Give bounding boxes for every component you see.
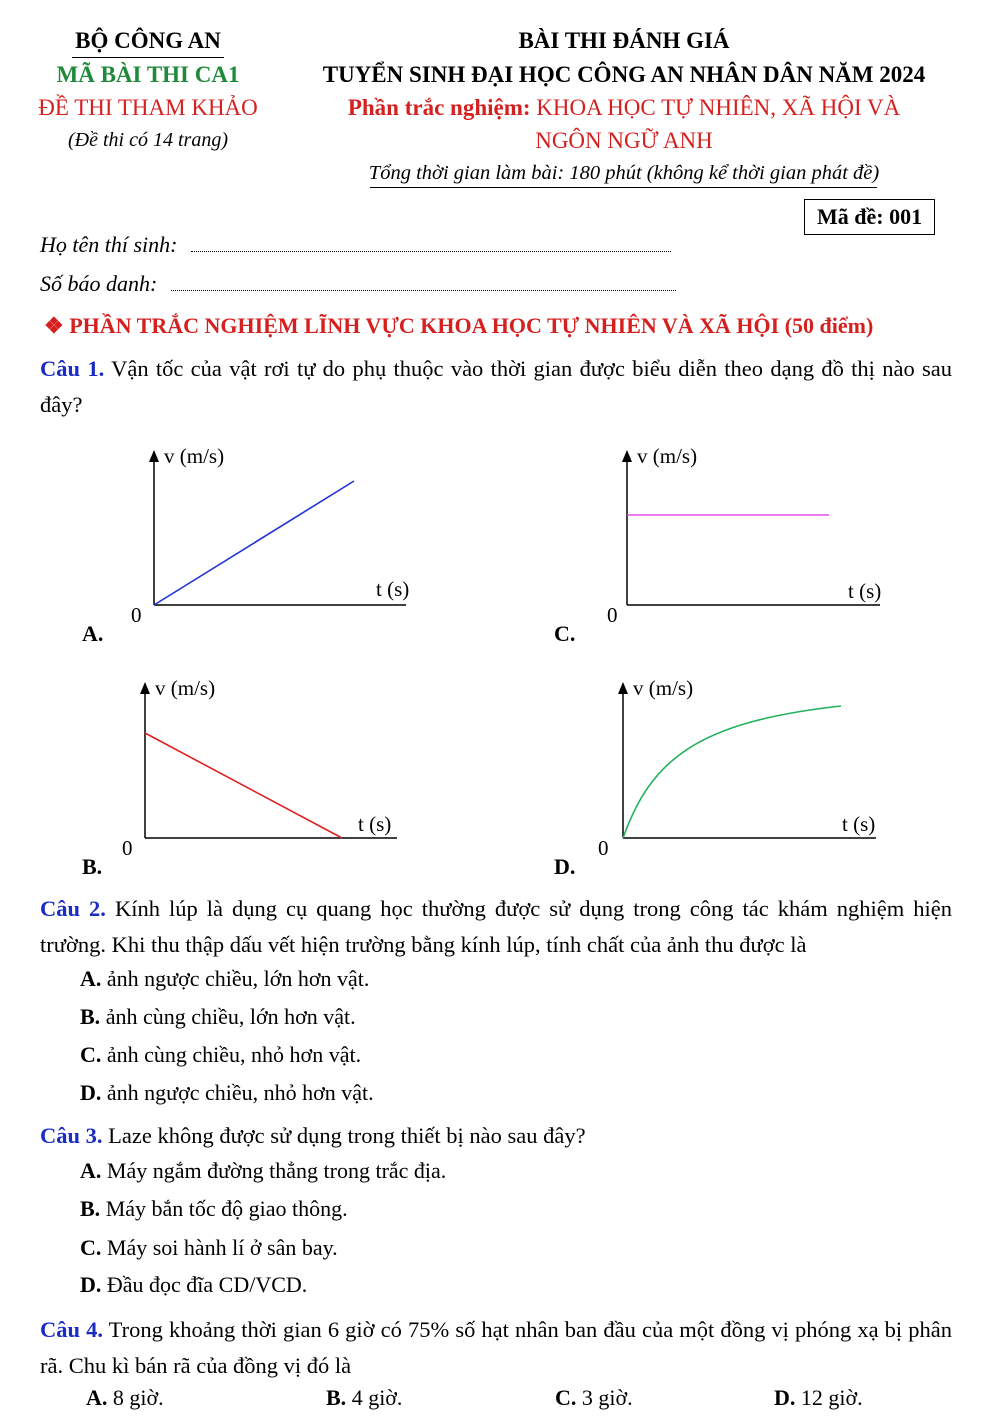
graph-b-y-arrow-icon [140,682,150,694]
question-3-text: Laze không được sử dụng trong thiết bị nào sau đây? [108,1123,586,1148]
q3-option-d-letter: D. [80,1272,102,1297]
question-3 [40,1118,952,1154]
q3-option-c-letter: C. [80,1235,102,1260]
graph-d-y-arrow-icon [618,682,628,694]
graph-option-b[interactable] [70,670,450,880]
q4-option-d-text: 12 giờ. [800,1385,863,1410]
q4-option-b-letter: B. [326,1385,347,1410]
ministry-name: BỘ CÔNG AN [75,28,221,53]
candidate-name-field[interactable] [191,237,671,252]
graph-d-origin: 0 [598,836,609,860]
graph-c-xlabel: t (s) [848,579,882,603]
question-1-text: Vận tốc của vật rơi tự do phụ thuộc vào thời gian được biểu diễn theo dạng đồ thị nào sau đây? [40,356,953,417]
candidate-name-label: Họ tên thí sinh: [40,232,178,257]
q3-option-d-text: Đầu đọc đĩa CD/VCD. [106,1272,308,1297]
q4-option-d[interactable] [774,1385,863,1411]
graph-b-xlabel: t (s) [358,812,392,836]
graph-c-option-label: C. [554,621,576,646]
q3-option-a-text: Máy ngắm đường thẳng trong trắc địa. [106,1158,447,1183]
time-note: Tổng thời gian làm bài: 180 phút (không kể thời gian phát đề) [368,162,880,184]
q2-option-c-text: ảnh cùng chiều, nhỏ hơn vật. [106,1042,362,1067]
q2-option-c-letter: C. [80,1042,102,1067]
graph-c-ylabel: v (m/s) [637,444,698,468]
graph-a-xlabel: t (s) [376,577,410,601]
diamond-bullet-icon: ❖ [44,313,64,338]
q3-option-b[interactable] [80,1196,348,1222]
q3-option-c[interactable] [80,1235,338,1261]
question-2-text: Kính lúp là dụng cụ quang học thường được sử dụng trong công tác khám nghiệm hiện trường. Khi thu thập dấu vết hiện trường bằng kính lúp, tính chất của ảnh thu được là [40,896,953,957]
graph-c-origin: 0 [607,603,618,627]
graph-b-ylabel: v (m/s) [155,676,216,700]
pages-note: (Đề thi có 14 trang) [68,129,228,151]
graph-a-option-label: A. [82,621,104,646]
q2-option-b[interactable] [80,1004,356,1030]
graph-option-c[interactable] [546,440,926,650]
question-3-label: Câu 3. [40,1123,103,1148]
question-1-label: Câu 1. [40,356,105,381]
question-1 [40,351,952,423]
q4-option-a[interactable] [86,1385,164,1411]
graph-d-option-label: D. [554,854,576,879]
candidate-id-field[interactable] [171,276,676,291]
graph-b-option-label: B. [82,854,103,879]
section-title [44,313,873,339]
graph-option-d[interactable] [546,670,926,880]
graph-b-curve [145,733,342,838]
candidate-id-row [40,271,676,297]
exam-code: MÃ BÀI THI CA1 [56,62,240,87]
graph-a-origin: 0 [131,603,142,627]
part-line1: KHOA HỌC TỰ NHIÊN, XÃ HỘI VÀ [536,95,901,120]
graph-d-xlabel: t (s) [842,812,876,836]
q2-option-d-text: ảnh ngược chiều, nhỏ hơn vật. [106,1080,374,1105]
q4-option-c-letter: C. [555,1385,577,1410]
q4-option-b[interactable] [326,1385,402,1411]
question-2 [40,891,952,963]
q2-option-d-letter: D. [80,1080,102,1105]
q3-option-c-text: Máy soi hành lí ở sân bay. [106,1235,338,1260]
q3-option-b-text: Máy bắn tốc độ giao thông. [105,1196,348,1221]
graph-b-origin: 0 [122,836,133,860]
graph-a-y-arrow-icon [149,450,159,462]
q3-option-b-letter: B. [80,1196,101,1221]
part-line2: NGÔN NGỮ ANH [535,128,713,153]
candidate-id-label: Số báo danh: [40,271,158,296]
graph-d-ylabel: v (m/s) [633,676,694,700]
question-4 [40,1312,952,1384]
candidate-name-row [40,232,671,258]
question-4-text: Trong khoảng thời gian 6 giờ có 75% số hạt nhân ban đầu của một đồng vị phóng xạ bị phân rã. Chu kì bán rã của đồng vị đó là [40,1317,953,1378]
q2-option-b-letter: B. [80,1004,101,1029]
q4-option-a-letter: A. [86,1385,108,1410]
graph-c-y-arrow-icon [622,450,632,462]
question-4-label: Câu 4. [40,1317,103,1342]
section-title-text: PHẦN TRẮC NGHIỆM LĨNH VỰC KHOA HỌC TỰ NHIÊN VÀ XÃ HỘI (50 điểm) [69,313,874,338]
q2-option-b-text: ảnh cùng chiều, lớn hơn vật. [105,1004,356,1029]
doc-type: ĐỀ THI THAM KHẢO [38,95,258,120]
exam-subtitle: TUYỂN SINH ĐẠI HỌC CÔNG AN NHÂN DÂN NĂM 2024 [322,62,926,87]
time-underline [370,187,877,188]
q2-option-a[interactable] [80,966,369,992]
graph-a-curve [154,481,354,605]
q2-option-a-text: ảnh ngược chiều, lớn hơn vật. [106,966,370,991]
q3-option-a-letter: A. [80,1158,102,1183]
graph-option-a[interactable] [70,440,450,650]
q4-option-b-text: 4 giờ. [351,1385,403,1410]
exam-code-box: Mã đề: 001 [804,199,935,235]
q4-option-c-text: 3 giờ. [581,1385,633,1410]
q3-option-d[interactable] [80,1272,307,1298]
graph-a-ylabel: v (m/s) [164,444,225,468]
q3-option-a[interactable] [80,1158,446,1184]
q2-option-d[interactable] [80,1080,374,1106]
graph-d-curve [623,706,841,838]
part-label: Phần trắc nghiệm: [347,95,531,120]
q4-option-d-letter: D. [774,1385,796,1410]
q2-option-a-letter: A. [80,966,102,991]
q4-option-a-text: 8 giờ. [112,1385,164,1410]
ministry-underline [72,57,224,58]
q2-option-c[interactable] [80,1042,361,1068]
part-heading [348,95,900,121]
question-2-label: Câu 2. [40,896,106,921]
q4-option-c[interactable] [555,1385,633,1411]
exam-title: BÀI THI ĐÁNH GIÁ [518,28,730,53]
